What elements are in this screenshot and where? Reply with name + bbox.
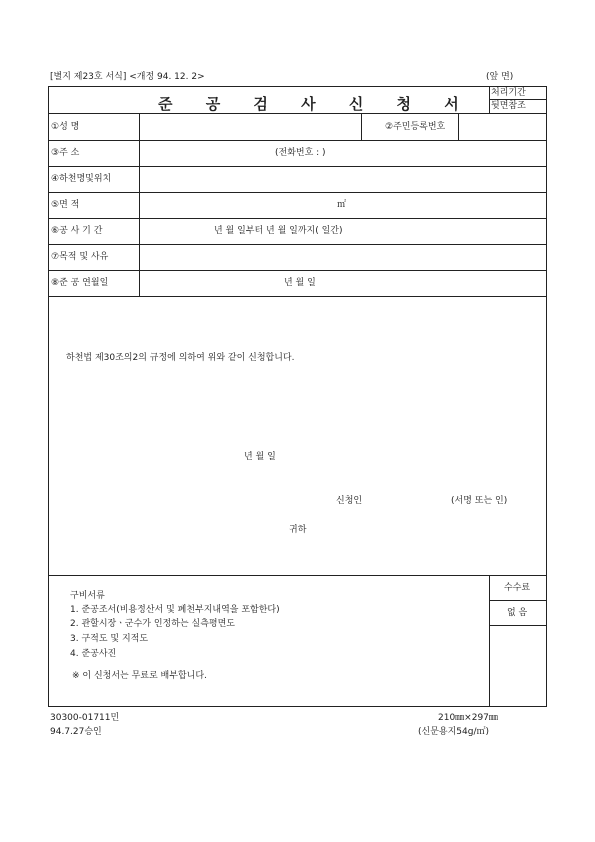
signature-label: (서명 또는 인) [451,496,508,506]
fee-value: 없 음 [507,608,528,618]
bottom-section-line [48,575,547,576]
application-date: 년 월 일 [244,452,276,462]
area-unit: ㎡ [337,200,347,210]
phone-number-text: (전화번호 : ) [275,148,326,158]
address-label: ③주 소 [51,148,80,158]
row-line-5 [48,218,547,219]
paper-type: (신문용지54g/㎡) [418,727,489,737]
completion-date-text: 년 월 일 [284,278,316,288]
row-line-8 [48,296,547,297]
processing-mid-line [489,99,547,100]
application-statement: 하천법 제30조의2의 규정에 의하여 위와 같이 신청합니다. [66,353,295,363]
processing-period-value: 뒷면참조 [491,101,526,111]
page-side-label: (앞 면) [486,72,514,82]
required-document-1: 1. 준공조서(비용정산서 및 폐천부지내역을 포함한다) [70,605,280,615]
purpose-field[interactable] [141,246,544,269]
area-label: ⑤면 적 [51,200,80,210]
applicant-label: 신청인 [336,496,363,506]
approval-date: 94.7.27승인 [50,727,102,737]
resident-id-field[interactable] [460,115,544,139]
row-line-7 [48,270,547,271]
construction-period-label: ⑥공 사 기 간 [51,226,103,236]
form-reference: [별지 제23호 서식] <개정 94. 12. 2> [50,72,205,82]
frame-bottom [48,706,547,707]
required-document-4: 4. 준공사진 [70,649,117,659]
required-document-3: 3. 구적도 및 지적도 [70,634,149,644]
resident-id-label: ②주민등록번호 [385,122,446,132]
purpose-label: ⑦목적 및 사유 [51,252,109,262]
row-line-6 [48,244,547,245]
form-title: 준 공 검 사 신 청 서 [158,95,473,113]
addressee-label: 귀하 [289,525,307,535]
construction-period-text: 년 월 일부터 년 월 일까지( 일간) [214,226,343,236]
required-documents-heading: 구비서류 [70,591,105,601]
fee-column-divider [489,575,490,706]
river-name-label: ④하천명및위치 [51,174,112,184]
fee-row-line-1 [489,600,547,601]
row-line-1 [48,113,547,114]
processing-period-label: 처리기간 [491,88,526,98]
address-field[interactable] [141,142,271,165]
id-label-divider-right [458,113,459,140]
free-distribution-note: ※ 이 신청서는 무료로 배부합니다. [72,671,207,681]
id-label-divider-left [361,113,362,140]
row-line-2 [48,140,547,141]
river-name-field[interactable] [141,168,544,191]
name-field[interactable] [141,115,359,139]
row-line-4 [48,192,547,193]
form-code: 30300-01711민 [50,713,120,723]
name-label: ①성 명 [51,122,80,132]
label-column-divider [139,113,140,296]
fee-row-line-2 [489,625,547,626]
frame-top [48,86,547,87]
frame-left [48,86,49,707]
required-document-2: 2. 관할시장ㆍ군수가 인정하는 실측평면도 [70,619,235,629]
fee-label: 수수료 [504,583,531,593]
completion-date-label: ⑧준 공 연월일 [51,278,109,288]
paper-size: 210㎜×297㎜ [438,713,498,723]
row-line-3 [48,166,547,167]
frame-right [546,86,547,707]
